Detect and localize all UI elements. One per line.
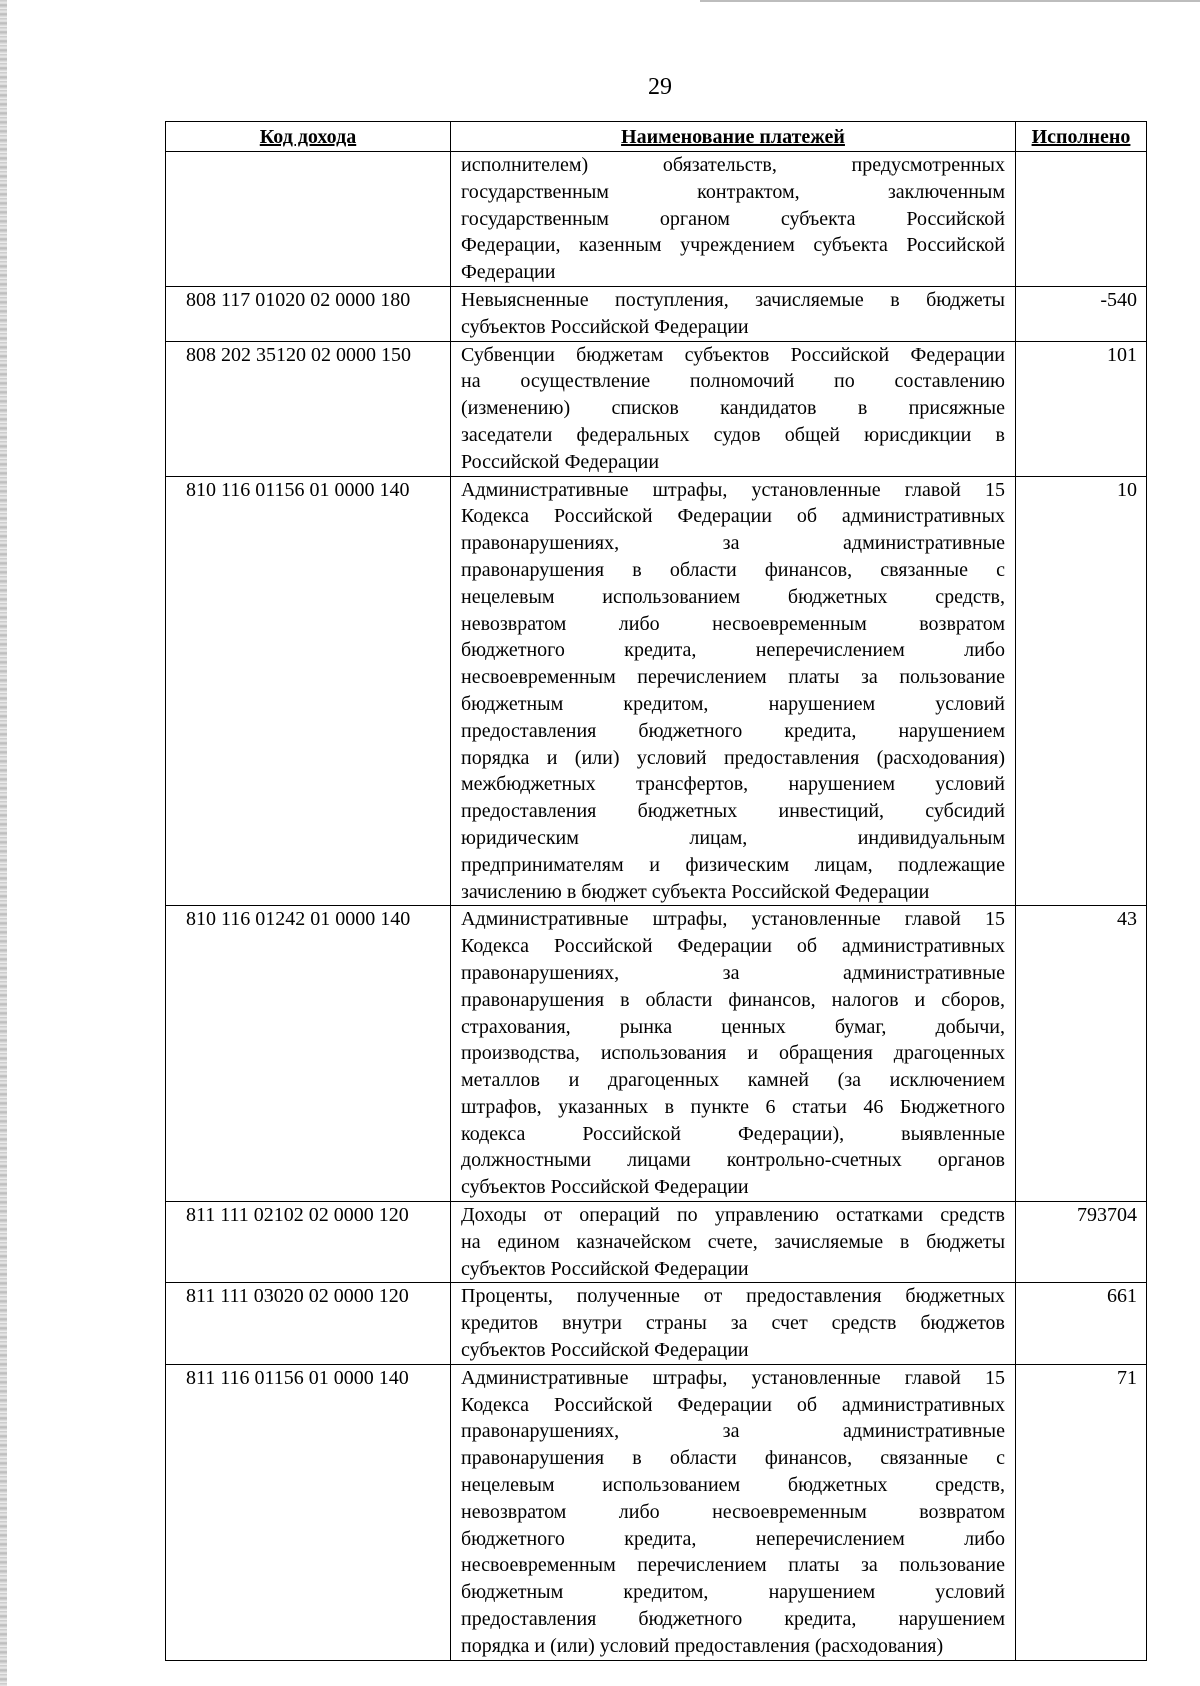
payment-name-line: должностными лицами контрольно-счетных органов [461,1149,1005,1172]
revenue-code-cell [166,152,451,287]
payment-name-cell [451,152,1016,287]
revenue-table [165,121,1147,1661]
executed-amount-cell: 101 [1016,341,1147,476]
payment-name-line: Кодекса Российской Федерации об административных [461,935,1005,958]
table-row [166,341,1147,476]
payment-name-line: несвоевременным перечислением платы за пользование [461,666,1005,689]
payment-name-line: Административные штрафы, установленные главой 15 [461,1366,1005,1389]
payment-name-cell [451,1202,1016,1283]
payment-name-line: правонарушениях, за административные [461,1420,1005,1443]
revenue-code-cell: 811 111 03020 02 0000 120 [166,1283,451,1364]
table-row [166,152,1147,287]
executed-amount-cell: 661 [1016,1283,1147,1364]
payment-name-line: государственным контрактом, заключенным [461,180,1005,203]
payment-name-line: правонарушениях, за административные [461,532,1005,555]
executed-amount-cell: 10 [1016,476,1147,906]
revenue-code-cell: 810 116 01242 01 0000 140 [166,906,451,1202]
payment-name-line: субъектов Российской Федерации [461,1176,749,1199]
payment-name-line: Невыясненные поступления, зачисляемые в бюджеты [461,288,1005,311]
payment-name-line: бюджетным кредитом, нарушением условий [461,692,1005,715]
page-number: 29 [648,74,672,100]
payment-name-cell [451,286,1016,341]
payment-name-line: правонарушения в области финансов, связанные с [461,1447,1005,1470]
payment-name-line: кодекса Российской Федерации), выявленные [461,1122,1005,1145]
executed-amount-cell: 43 [1016,906,1147,1202]
payment-name-line: субъектов Российской Федерации [461,1257,749,1280]
payment-name-line: кредитов внутри страны за счет средств бюджетов [461,1312,1005,1335]
payment-name-line: производства, использования и обращения драгоценных [461,1042,1005,1065]
payment-name-line: заседатели федеральных судов общей юрисдикции в [461,423,1005,446]
payment-name-cell [451,476,1016,906]
payment-name-line: несвоевременным перечислением платы за пользование [461,1554,1005,1577]
payment-name-line: Проценты, полученные от предоставления бюджетных [461,1285,1005,1308]
payment-name-line: предпринимателям и физическим лицам, подлежащие [461,853,1005,876]
header-value: Исполнено [1016,122,1147,152]
payment-name-line: бюджетного кредита, неперечислением либо [461,639,1005,662]
payment-name-line: Кодекса Российской Федерации об административных [461,505,1005,528]
payment-name-line: невозвратом либо несвоевременным возвратом [461,1500,1005,1523]
payment-name-line: Федерации, казенным учреждением субъекта Российской [461,234,1005,257]
payment-name-line: правонарушения в области финансов, налогов и сборов, [461,988,1005,1011]
payment-name-line: бюджетным кредитом, нарушением условий [461,1581,1005,1604]
payment-name-line: межбюджетных трансфертов, нарушением условий [461,773,1005,796]
payment-name-line: субъектов Российской Федерации [461,315,749,338]
payment-name-cell [451,341,1016,476]
payment-name-line: невозвратом либо несвоевременным возвратом [461,612,1005,635]
payment-name-line: порядка и (или) условий предоставления (расходования) [461,746,1005,769]
payment-name-line: юридическим лицам, индивидуальным [461,826,1005,849]
payment-name-line: правонарушения в области финансов, связанные с [461,558,1005,581]
payment-name-line: предоставления бюджетного кредита, нарушением [461,719,1005,742]
payment-name-line: порядка и (или) условий предоставления (расходования) [461,1634,944,1657]
table-row [166,476,1147,906]
payment-name-cell [451,906,1016,1202]
table-header-row [166,122,1147,152]
payment-name-cell [451,1283,1016,1364]
payment-name-cell [451,1364,1016,1660]
table-body [166,152,1147,1661]
payment-name-line: Субвенции бюджетам субъектов Российской Федерации [461,343,1005,366]
revenue-code-cell: 808 202 35120 02 0000 150 [166,341,451,476]
revenue-code-cell: 808 117 01020 02 0000 180 [166,286,451,341]
header-name: Наименование платежей [451,122,1016,152]
payment-name-line: нецелевым использованием бюджетных средств, [461,1474,1005,1497]
payment-name-line: (изменению) списков кандидатов в присяжные [461,397,1005,420]
executed-amount-cell: -540 [1016,286,1147,341]
payment-name-line: на осуществление полномочий по составлению [461,370,1005,393]
table-row [166,286,1147,341]
payment-name-line: Российской Федерации [461,450,660,473]
executed-amount-cell [1016,152,1147,287]
executed-amount-cell: 793704 [1016,1202,1147,1283]
payment-name-line: Доходы от операций по управлению остатками средств [461,1204,1005,1227]
payment-name-line: нецелевым использованием бюджетных средств, [461,585,1005,608]
payment-name-line: Административные штрафы, установленные главой 15 [461,478,1005,501]
table-row [166,1202,1147,1283]
payment-name-line: исполнителем) обязательств, предусмотренных [461,154,1005,176]
table-row [166,1364,1147,1660]
payment-name-line: Федерации [461,261,556,284]
payment-name-line: Административные штрафы, установленные главой 15 [461,908,1005,931]
executed-amount-cell: 71 [1016,1364,1147,1660]
payment-name-line: зачислению в бюджет субъекта Российской Федерации [461,880,930,903]
revenue-code-cell: 810 116 01156 01 0000 140 [166,476,451,906]
payment-name-line: субъектов Российской Федерации [461,1339,749,1362]
payment-name-line: государственным органом субъекта Российской [461,207,1005,230]
top-rule [700,0,1200,2]
payment-name-line: правонарушениях, за административные [461,961,1005,984]
payment-name-line: на едином казначейском счете, зачисляемые в бюджеты [461,1230,1005,1253]
table-row [166,906,1147,1202]
payment-name-line: Кодекса Российской Федерации об административных [461,1393,1005,1416]
revenue-code-cell: 811 116 01156 01 0000 140 [166,1364,451,1660]
header-code: Код дохода [166,122,451,152]
payment-name-line: страхования, рынка ценных бумаг, добычи, [461,1015,1005,1038]
payment-name-line: штрафов, указанных в пункте 6 статьи 46 Бюджетного [461,1095,1005,1118]
table-row [166,1283,1147,1364]
payment-name-line: предоставления бюджетных инвестиций, субсидий [461,800,1005,823]
payment-name-line: металлов и драгоценных камней (за исключением [461,1069,1005,1092]
revenue-code-cell: 811 111 02102 02 0000 120 [166,1202,451,1283]
scan-edge [0,0,7,1686]
payment-name-line: предоставления бюджетного кредита, нарушением [461,1608,1005,1631]
payment-name-line: бюджетного кредита, неперечислением либо [461,1527,1005,1550]
